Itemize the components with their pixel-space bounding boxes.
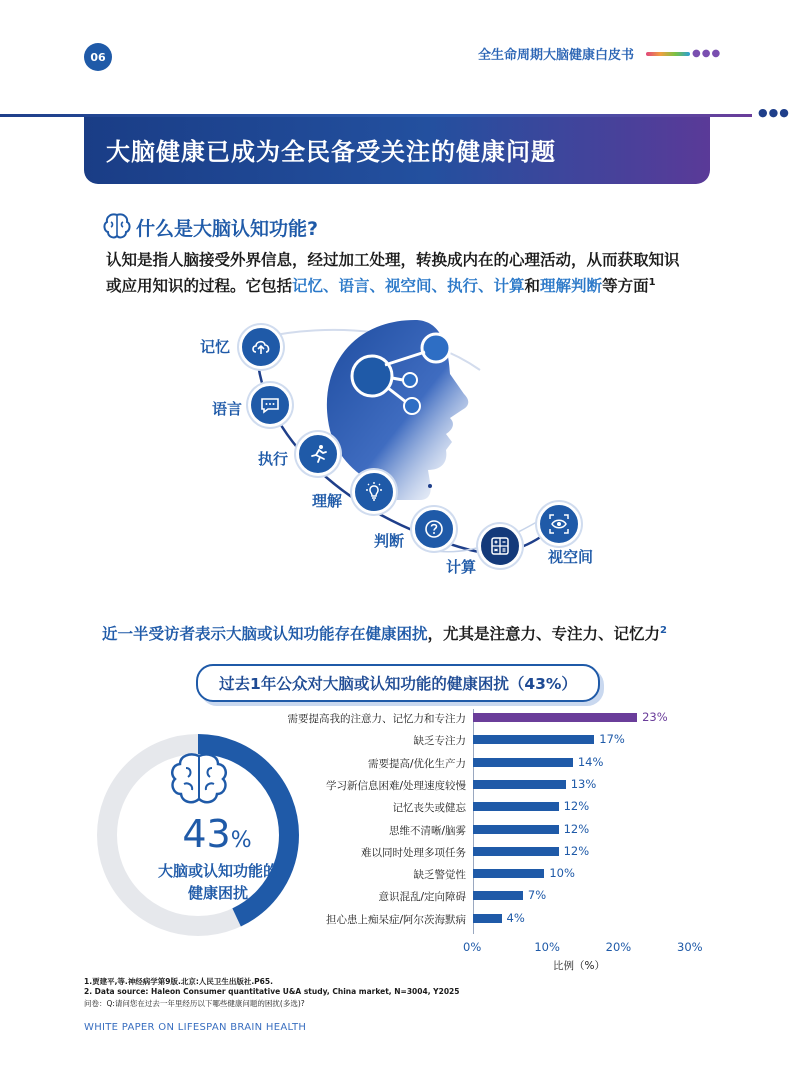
bar-value-label: 12% [563, 843, 590, 858]
reference-1: 1 [648, 276, 656, 288]
x-tick-label: 20% [605, 940, 632, 954]
stat-headline [102, 622, 667, 644]
chat-bubble-icon [248, 383, 292, 427]
x-axis-label: 比例（%） [553, 960, 605, 972]
node-label-execution: 执行 [258, 450, 289, 468]
question-icon [412, 507, 456, 551]
brain-icon [166, 752, 232, 806]
bar-value-label: 10% [549, 866, 575, 881]
reference-2: 2 [660, 624, 667, 636]
header-dots: ●●● [692, 48, 722, 59]
lightbulb-icon [352, 470, 396, 514]
bar-value-label: 7% [527, 888, 547, 903]
bar [473, 914, 502, 923]
donut-label-line-1: 大脑或认知功能的 [157, 862, 278, 880]
footnote-1: 1.贾建平,等.神经病学第9版.北京:人民卫生出版社.P65. [84, 977, 273, 986]
definition-prefix: 或应用知识的过程。它包括 [106, 277, 293, 295]
node-top [422, 334, 450, 362]
donut-unit: % [230, 828, 252, 853]
definition-line-1: 认知是指人脑接受外界信息，经过加工处理，转换成内在的心理活动，从而获取知识 [106, 251, 680, 269]
cloud-upload-icon [239, 325, 283, 369]
bar-value-label: 4% [506, 910, 525, 925]
bar-label: 思维不清晰/脑雾 [388, 824, 466, 837]
bar [473, 847, 559, 856]
bar-label: 学习新信息困难/处理速度较慢 [325, 779, 466, 792]
bar-value-label: 23% [642, 710, 668, 724]
stat-prefix: 近一半受访者表示大脑或认知功能存在健康困扰 [102, 625, 428, 643]
definition-highlight-1: 记忆、语言、视空间、执行、计算 [292, 277, 525, 295]
definition-suffix: 等方面 [602, 277, 649, 295]
bar-value-label: 13% [570, 776, 597, 791]
bar [473, 735, 594, 744]
node-label-calculation: 计算 [446, 558, 477, 576]
bar-value-label: 12% [563, 821, 590, 836]
x-tick-label: 30% [677, 940, 703, 954]
footer-text: WHITE PAPER ON LIFESPAN BRAIN HEALTH [84, 1022, 307, 1033]
bar [473, 713, 637, 722]
page-number: 06 [84, 43, 112, 71]
bar [473, 758, 573, 767]
document-title: 全生命周期大脑健康白皮书 [478, 48, 635, 63]
donut-value [162, 812, 272, 856]
running-person-icon [296, 432, 340, 476]
bar-label: 缺乏警觉性 [413, 869, 466, 882]
node-large [352, 356, 392, 396]
bar [473, 869, 544, 878]
node-label-language: 语言 [212, 400, 243, 418]
x-tick-label: 0% [463, 940, 482, 954]
bar-label: 记忆丧失或健忘 [392, 802, 466, 815]
donut-number: 43 [182, 812, 231, 856]
node-label-understanding: 理解 [312, 492, 343, 510]
chart-title-pill: 过去1年公众对大脑或认知功能的健康困扰（43%） [196, 664, 600, 702]
node-label-judgment: 判断 [374, 532, 405, 550]
bar [473, 891, 523, 900]
bar-label: 需要提高/优化生产力 [367, 757, 466, 770]
definition-highlight-2: 理解判断 [540, 277, 603, 295]
footnote-2: 2. Data source: Haleon Consumer quantitative U&A study, China market, N=3004, Y2025 [84, 987, 460, 996]
bar-label: 需要提高我的注意力、记忆力和专注力 [287, 713, 466, 725]
definition-line-2 [106, 274, 706, 296]
node-bottom [404, 398, 420, 414]
footnote-3: 问卷：Q:请问您在过去一年里经历以下哪些健康问题的困扰(多选)? [84, 999, 305, 1008]
bar-label: 缺乏专注力 [413, 735, 466, 748]
bar-label: 意识混乱/定向障碍 [378, 891, 466, 904]
node-mid [403, 373, 417, 387]
definition-and: 和 [524, 277, 541, 295]
eye-scan-icon [537, 502, 581, 546]
banner-title: 大脑健康已成为全民备受关注的健康问题 [106, 138, 556, 166]
bar-value-label: 17% [599, 732, 625, 747]
donut-label-line-2: 健康困扰 [187, 884, 248, 902]
node-label-visuospatial: 视空间 [548, 548, 594, 566]
header-color-bar [646, 52, 690, 56]
bar-value-label: 12% [563, 799, 590, 814]
bar-label: 难以同时处理多项任务 [361, 846, 466, 859]
bar-label: 担心患上痴呆症/阿尔茨海默病 [325, 913, 466, 926]
section-heading: 什么是大脑认知功能? [136, 218, 319, 240]
x-tick-label: 10% [534, 940, 560, 954]
calculator-icon [478, 524, 522, 568]
node-label-memory: 记忆 [200, 338, 231, 356]
bar [473, 780, 566, 789]
bar [473, 802, 559, 811]
bar [473, 825, 559, 834]
brain-outline-icon [102, 212, 132, 240]
bar-value-label: 14% [577, 754, 604, 769]
stat-suffix: ，尤其是注意力、专注力、记忆力 [427, 625, 661, 643]
rule-dots: ●●● [758, 106, 790, 119]
